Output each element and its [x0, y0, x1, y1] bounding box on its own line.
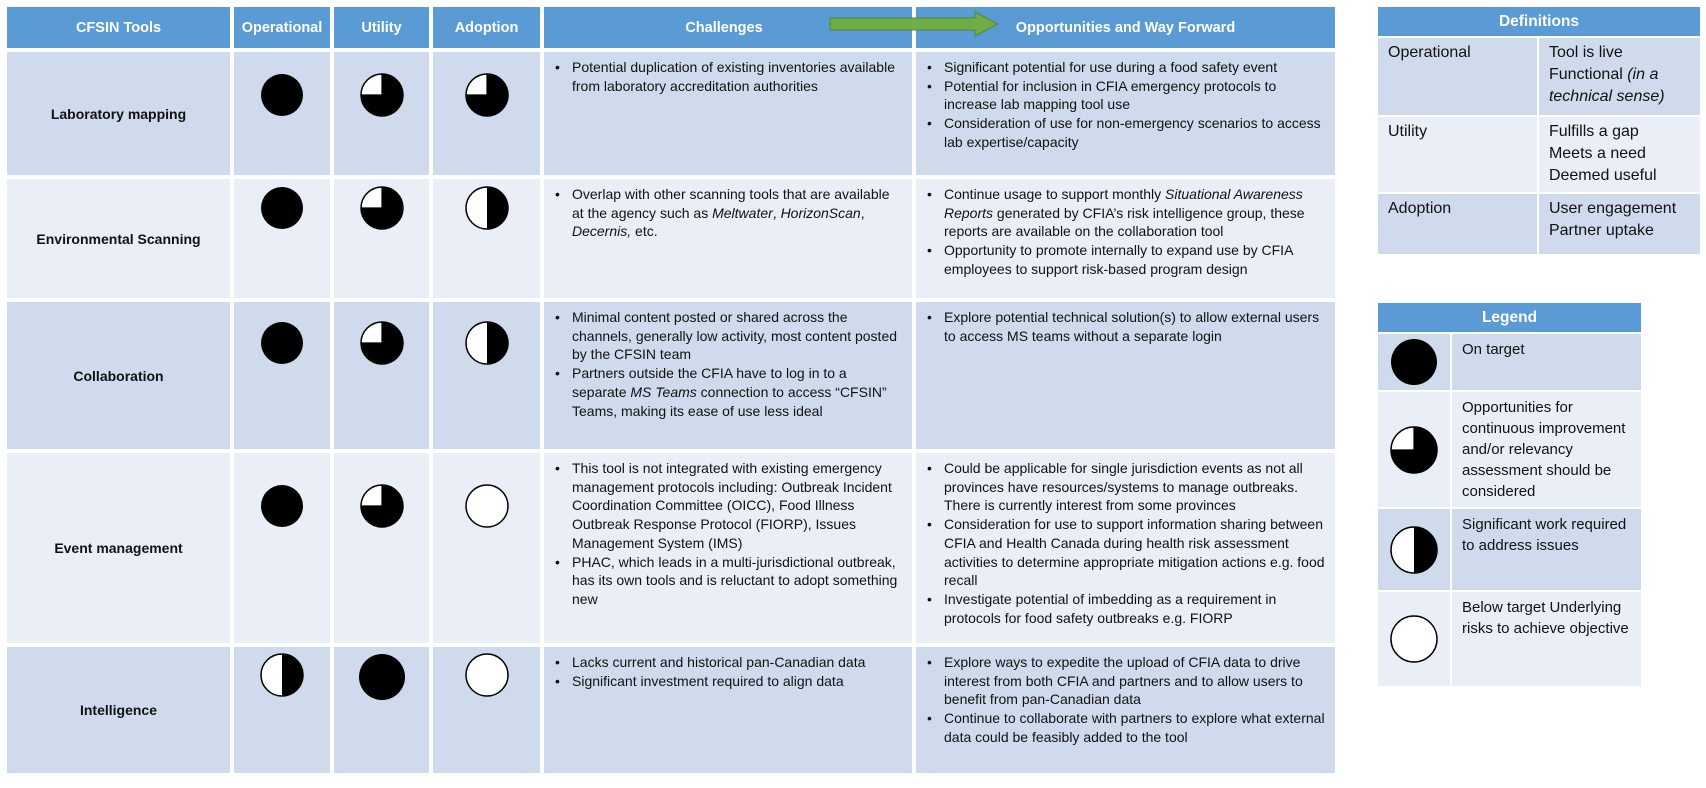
operational-rating-cell	[232, 451, 332, 645]
opportunities-item: • Continue to collaborate with partners to explore what external data could be feasibly added to the tool	[944, 709, 1325, 746]
header-operational: Operational	[232, 5, 332, 50]
utility-rating-cell	[332, 177, 431, 300]
operational-rating-cell	[232, 50, 332, 177]
definition-line: Deemed useful	[1548, 167, 1657, 184]
utility-rating-cell	[332, 451, 431, 645]
definition-description	[1538, 193, 1701, 255]
definition-line: Tool is live	[1548, 44, 1623, 61]
three-quarter-circle-icon	[334, 185, 429, 231]
definition-row	[1377, 116, 1701, 193]
opportunities-list	[916, 52, 1335, 152]
right-arrow-icon	[829, 11, 1000, 37]
opportunities-item: • Explore potential technical solution(s) to allow external users to access MS teams without a separate login	[944, 308, 1325, 345]
challenges-item: • This tool is not integrated with existing emergency management protocols including: Outbreak Incident Coordination Committee (OICC), Food Illness Outbreak Response Protocol (FIORP), Issues Management System (IMS)	[572, 459, 902, 553]
utility-rating-cell	[332, 300, 431, 451]
challenges-item: • Potential duplication of existing inventories available from laboratory accreditation authorities	[572, 58, 902, 95]
challenges-cell	[542, 177, 914, 300]
legend-row	[1377, 591, 1642, 687]
opportunities-item: • Significant potential for use during a food safety event	[944, 58, 1325, 77]
full-circle-icon	[234, 185, 330, 231]
adoption-rating-cell	[431, 50, 542, 177]
challenges-item: • PHAC, which leads in a multi-jurisdictional outbreak, has its own tools and is reluctant to adopt something new	[572, 553, 902, 609]
challenges-item: • Minimal content posted or shared across the channels, generally low activity, most content posted by the CFSIN team	[572, 308, 902, 364]
cfsin-tools-table	[5, 5, 1337, 775]
legend-icon-cell	[1377, 391, 1451, 508]
tool-name: Laboratory mapping	[5, 50, 232, 177]
table-row	[5, 451, 1337, 645]
opportunities-cell	[914, 300, 1337, 451]
opportunities-item: • Consideration for use to support information sharing between CFIA and Health Canada during health risk assessment activities to determine appropriate mitigation actions e.g. food recall	[944, 515, 1325, 590]
full-circle-icon	[234, 72, 330, 118]
adoption-rating-cell	[431, 645, 542, 775]
definition-term: Utility	[1377, 116, 1538, 193]
legend-row	[1377, 333, 1642, 391]
full-circle-icon	[234, 320, 330, 366]
challenges-list	[544, 647, 912, 690]
opportunities-list	[916, 453, 1335, 627]
opportunities-item: • Could be applicable for single jurisdiction events as not all provinces have resources/systems to manage outbreaks. There is currently interest from some provinces	[944, 459, 1325, 515]
legend-title: Legend	[1377, 302, 1642, 333]
utility-rating-cell	[332, 50, 431, 177]
opportunities-cell	[914, 50, 1337, 177]
challenges-item: • Partners outside the CFIA have to log in to a separate MS Teams connection to access “CFSIN” Teams, making its ease of use less ideal	[572, 364, 902, 420]
three-quarter-circle-icon	[334, 483, 429, 529]
opportunities-list	[916, 179, 1335, 279]
header-cfsin-tools: CFSIN Tools	[5, 5, 232, 50]
opportunities-cell	[914, 645, 1337, 775]
header-utility: Utility	[332, 5, 431, 50]
empty-circle-icon	[433, 652, 540, 698]
tool-name: Collaboration	[5, 300, 232, 451]
definition-term: Operational	[1377, 37, 1538, 116]
empty-circle-icon	[1378, 614, 1450, 664]
challenges-cell	[542, 50, 914, 177]
tool-name: Intelligence	[5, 645, 232, 775]
header-challenges-label: Challenges	[685, 19, 763, 36]
definition-description	[1538, 116, 1701, 193]
challenges-list	[544, 52, 912, 95]
opportunities-item: • Opportunity to promote internally to expand use by CFIA employees to support risk-based program design	[944, 241, 1325, 278]
full-circle-icon	[334, 652, 429, 702]
opportunities-item: • Potential for inclusion in CFIA emergency protocols to increase lab mapping tool use	[944, 77, 1325, 114]
half-circle-icon	[433, 320, 540, 366]
legend-table	[1376, 301, 1643, 688]
three-quarter-circle-icon	[334, 72, 429, 118]
legend-description: Opportunities for continuous improvement and/or relevancy assessment should be considered	[1451, 391, 1642, 508]
challenges-list	[544, 302, 912, 420]
legend-description: Significant work required to address issues	[1451, 508, 1642, 591]
three-quarter-circle-icon	[433, 72, 540, 118]
full-circle-icon	[234, 483, 330, 529]
operational-rating-cell	[232, 645, 332, 775]
adoption-rating-cell	[431, 177, 542, 300]
table-row	[5, 300, 1337, 451]
full-circle-icon	[1378, 337, 1450, 387]
tool-name: Event management	[5, 451, 232, 645]
opportunities-item: • Consideration of use for non-emergency scenarios to access lab expertise/capacity	[944, 114, 1325, 151]
opportunities-list	[916, 302, 1335, 345]
utility-rating-cell	[332, 645, 431, 775]
challenges-cell	[542, 645, 914, 775]
legend-icon-cell	[1377, 333, 1451, 391]
half-circle-icon	[433, 185, 540, 231]
opportunities-item: • Explore ways to expedite the upload of CFIA data to drive interest from both CFIA and partners and to allow users to benefit from pan-Canadian data	[944, 653, 1325, 709]
definition-row	[1377, 37, 1701, 116]
legend-row	[1377, 508, 1642, 591]
challenges-cell	[542, 451, 914, 645]
opportunities-cell	[914, 451, 1337, 645]
challenges-item: • Overlap with other scanning tools that are available at the agency such as Meltwater, HorizonScan, Decernis, etc.	[572, 185, 902, 241]
opportunities-cell	[914, 177, 1337, 300]
opportunities-list	[916, 647, 1335, 747]
opportunities-item: • Continue usage to support monthly Situational Awareness Reports generated by CFIA’s risk intelligence group, these reports are available on the collaboration tool	[944, 185, 1325, 241]
definition-term: Adoption	[1377, 193, 1538, 255]
definition-line: Fulfills a gap	[1548, 123, 1639, 140]
table-header-row	[5, 5, 1337, 50]
operational-rating-cell	[232, 300, 332, 451]
header-adoption: Adoption	[431, 5, 542, 50]
definition-line: Partner uptake	[1548, 222, 1654, 239]
definition-row	[1377, 193, 1701, 255]
definition-line: Meets a need	[1548, 145, 1646, 162]
challenges-list	[544, 179, 912, 241]
legend-icon-cell	[1377, 508, 1451, 591]
operational-rating-cell	[232, 177, 332, 300]
tool-name: Environmental Scanning	[5, 177, 232, 300]
table-row	[5, 177, 1337, 300]
three-quarter-circle-icon	[1378, 425, 1450, 475]
legend-description: Below target Underlying risks to achieve objective	[1451, 591, 1642, 687]
table-row	[5, 50, 1337, 177]
challenges-item: • Lacks current and historical pan-Canadian data	[572, 653, 902, 672]
opportunities-item: • Investigate potential of imbedding as a requirement in protocols for food safety outbreaks e.g. FIORP	[944, 590, 1325, 627]
legend-icon-cell	[1377, 591, 1451, 687]
adoption-rating-cell	[431, 300, 542, 451]
three-quarter-circle-icon	[334, 320, 429, 366]
definition-description	[1538, 37, 1701, 116]
challenges-cell	[542, 300, 914, 451]
empty-circle-icon	[433, 483, 540, 529]
table-row	[5, 645, 1337, 775]
definition-line: Functional (in a technical sense)	[1548, 66, 1665, 105]
legend-description: On target	[1451, 333, 1642, 391]
half-circle-icon	[234, 652, 330, 698]
challenges-item: • Significant investment required to align data	[572, 672, 902, 691]
definition-line: User engagement	[1548, 200, 1677, 217]
legend-row	[1377, 391, 1642, 508]
definitions-table	[1376, 5, 1702, 256]
header-opportunities: Opportunities and Way Forward	[914, 5, 1337, 50]
half-circle-icon	[1378, 525, 1450, 575]
challenges-list	[544, 453, 912, 609]
adoption-rating-cell	[431, 451, 542, 645]
definitions-title: Definitions	[1377, 6, 1701, 37]
